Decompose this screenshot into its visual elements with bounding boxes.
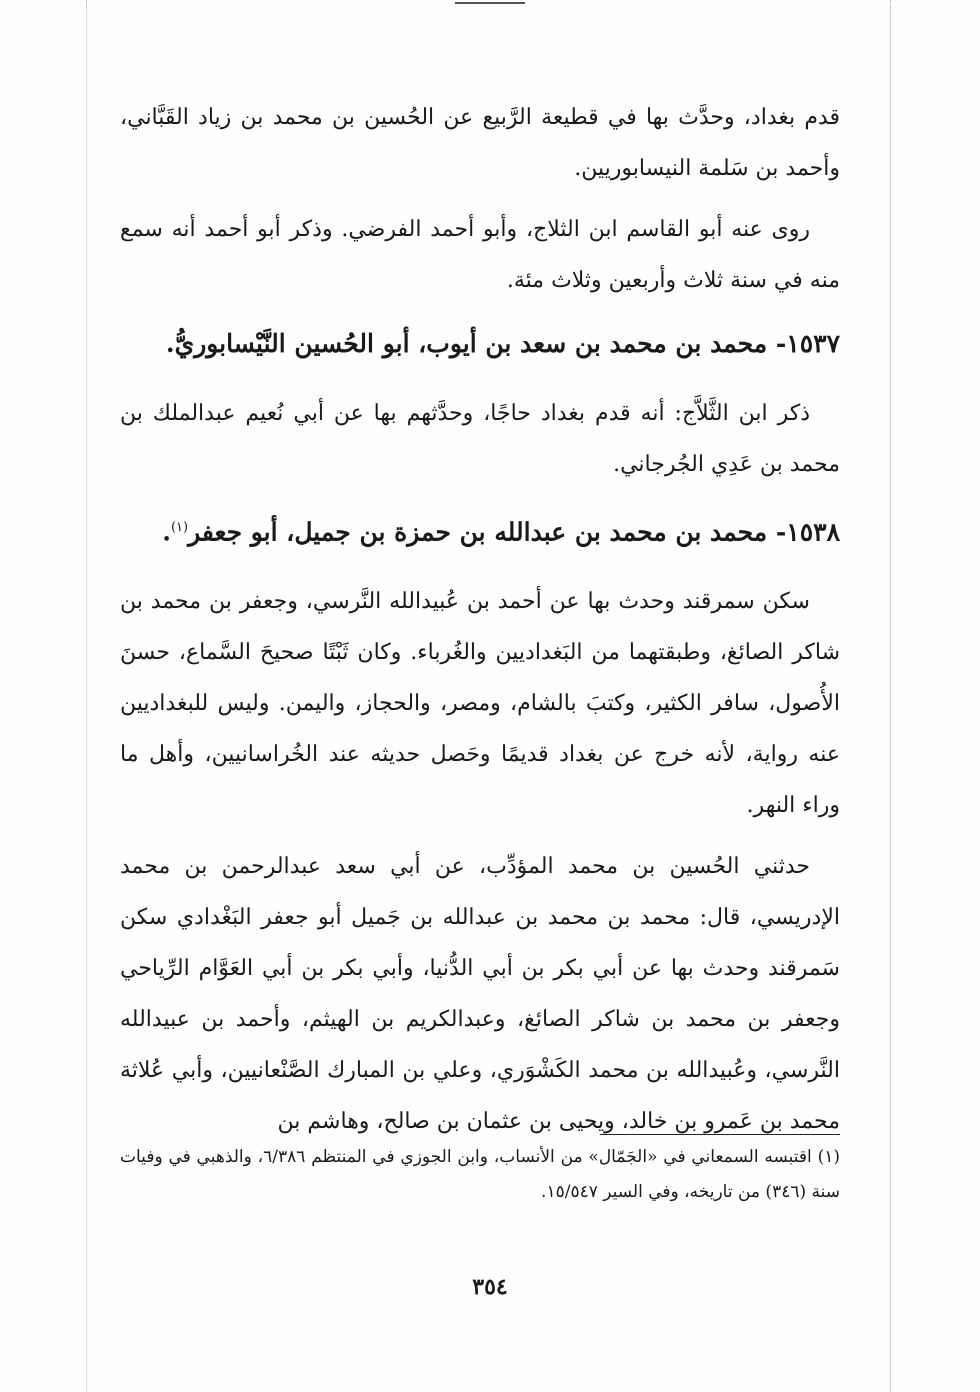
entry-body-1537: ذكر ابن الثَّلاَّج: أنه قدم بغداد حاجًا، وحدَّثهم بها عن أبي نُعيم عبدالملك بن محمد بن عَدِي الجُرجاني. xyxy=(120,401,840,477)
footnote-marker: (١) xyxy=(817,1147,840,1167)
footnote-reference[interactable]: (١) xyxy=(170,520,189,535)
footnote-item xyxy=(120,1140,840,1210)
footnote-divider xyxy=(600,1134,840,1135)
entry-body-1538-paragraph-1: سكن سمرقند وحدث بها عن أحمد بن عُبيدالله النَّرسي، وجعفر بن محمد بن شاكر الصائغ، وطبقتهما من البَغداديين والغُرباء. وكان ثَبْتًا صحيحَ السَّماع، حسنَ الأُصول، سافر الكثير، وكتبَ بالشام، ومصر، والحجاز، واليمن. وليس للبغداديين عنه رواية، لأنه خرج عن بغداد قديمًا وحَصل حديثه عند الخُراسانيين، وأهل ما وراء النهر. xyxy=(120,589,840,819)
scan-top-mark xyxy=(455,2,525,4)
entry-body-1538-paragraph-2: حدثني الحُسين بن محمد المؤدِّب، عن أبي سعد عبدالرحمن بن محمد الإدريسي، قال: محمد بن محمد بن عبدالله بن جَميل أبو جعفر البَغْدادي سكن سَمرقند وحدث بها عن أبي بكر بن أبي الدُّنيا، وأبي بكر بن أبي العَوَّام الرِّياحي وجعفر بن محمد بن شاكر الصائغ، وعبدالكريم بن الهيثم، وأحمد بن عبيدالله النَّرسي، وعُبيدالله بن محمد الكَشْوَري، وعلي بن المبارك الصَّنْعانيين، وأبي عُلاثة محمد بن عَمرو بن خالد، ويحيى بن عثمان بن صالح، وهاشم بن xyxy=(120,854,840,1135)
page-number: ٣٥٤ xyxy=(472,1274,508,1300)
entry-heading-1537 xyxy=(120,316,840,372)
entry-number-1538: ١٥٣٨- xyxy=(775,517,840,547)
footnotes xyxy=(120,1140,840,1210)
entry-title-1538: محمد بن محمد بن عبدالله بن حمزة بن جميل، أبو جعفر xyxy=(188,517,768,547)
footnote-text: اقتبسه السمعاني في «الجَمّال» من الأنساب، وابن الجوزي في المنتظم ٦/٣٨٦، والذهبي في وفيات سنة (٣٤٦) من تاريخه، وفي السير ١٥/٥٤٧. xyxy=(120,1147,840,1202)
scan-guide-line-right xyxy=(890,0,891,1392)
paragraph-intro-2: روى عنه أبو القاسم ابن الثلاج، وأبو أحمد الفرضي. وذكر أبو أحمد أنه سمع منه في سنة ثلاث وأربعين وثلاث مئة. xyxy=(120,217,840,293)
entry-number-1537: ١٥٣٧- xyxy=(775,329,840,358)
entry-title-1537: محمد بن محمد بن سعد بن أيوب، أبو الحُسين النَّيْسابوريُّ. xyxy=(165,329,768,358)
scan-guide-line-left xyxy=(86,0,87,1392)
paragraph-intro-1: قدم بغداد، وحدَّث بها في قطيعة الرَّبيع عن الحُسين بن محمد بن زياد القَبَّاني، وأحمد بن سَلمة النيسابوريين. xyxy=(120,105,840,181)
entry-title-1538-end: . xyxy=(162,517,171,547)
entry-heading-1538 xyxy=(120,500,840,560)
main-text xyxy=(120,92,840,1157)
